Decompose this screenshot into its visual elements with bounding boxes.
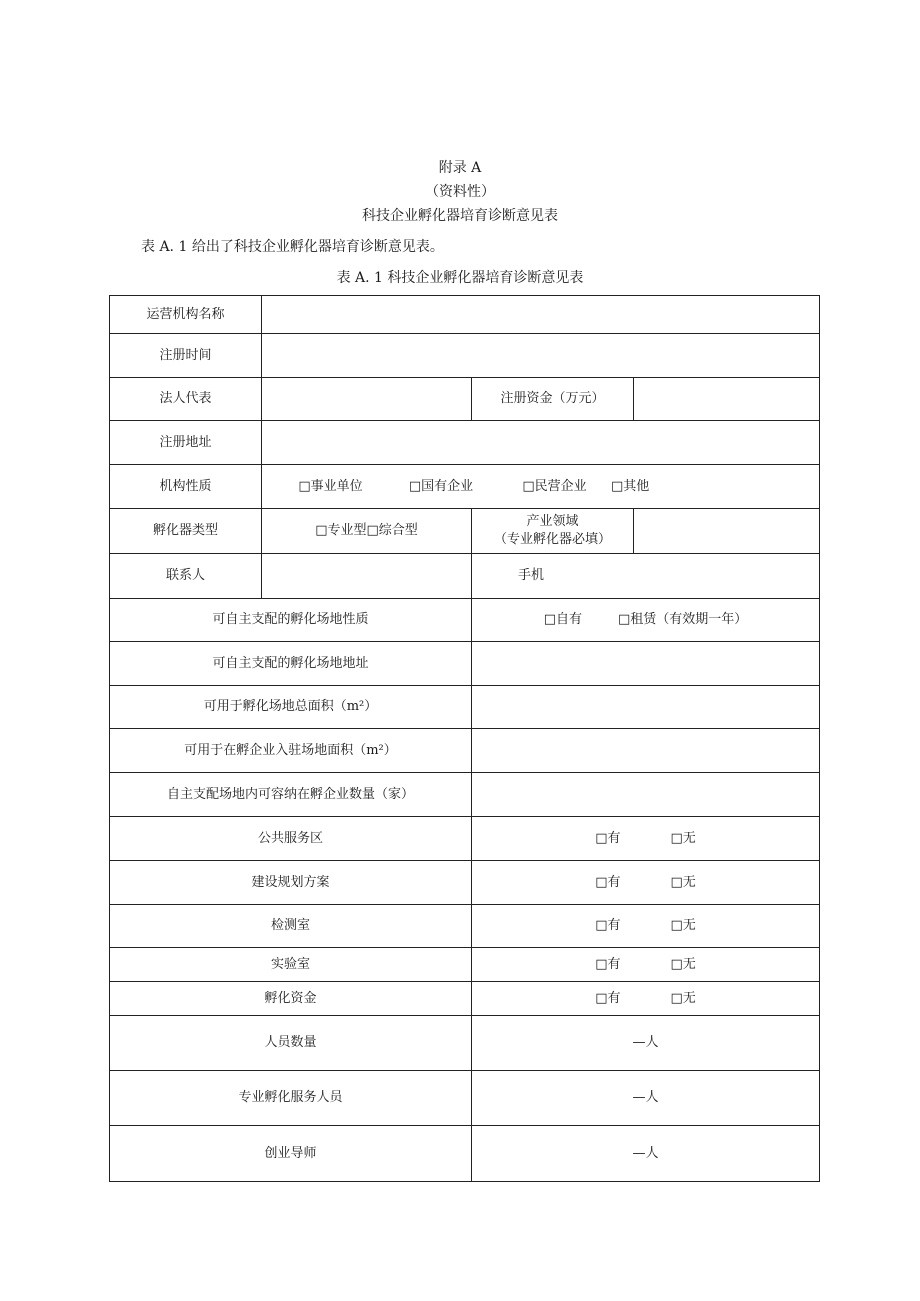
appendix-label: 附录 A [438, 160, 482, 176]
table-row [110, 1016, 819, 1071]
checkbox-yes[interactable]: □有 [595, 874, 621, 890]
checkbox-yes[interactable]: □有 [595, 990, 621, 1006]
total-area-field[interactable] [471, 686, 819, 728]
checkbox-yes[interactable]: □有 [595, 918, 621, 933]
lab-label: 实验室 [270, 956, 310, 972]
table-row [110, 773, 819, 817]
page-title: 科技企业孵化器培育诊断意见表 [362, 208, 558, 224]
pro-staff-label: 专业孵化服务人员 [238, 1090, 343, 1105]
table-row [110, 599, 819, 642]
capacity-field[interactable] [471, 773, 819, 816]
construction-plan-label: 建设规划方案 [251, 874, 330, 890]
incubator-type-label: 孵化器类型 [152, 523, 218, 538]
incubator-type-options[interactable]: □专业型□综合型 [261, 509, 471, 553]
org-nature-label: 机构性质 [159, 478, 212, 494]
table-row [110, 642, 819, 686]
checkbox-public-institution[interactable]: □事业单位 [298, 478, 363, 494]
checkbox-yes[interactable]: □有 [595, 956, 621, 972]
reg-time-label: 注册时间 [159, 347, 212, 363]
table-row [110, 1071, 819, 1126]
table-row [110, 509, 819, 554]
contact-field[interactable] [261, 554, 471, 598]
checkbox-leased[interactable]: □租赁（有效期一年） [618, 612, 748, 627]
checkbox-state-owned[interactable]: □国有企业 [408, 478, 474, 494]
reg-address-label: 注册地址 [159, 434, 212, 450]
resident-area-label: 可用于在孵企业入驻场地面积（m²） [184, 742, 397, 758]
table-row [110, 296, 819, 334]
reg-capital-field[interactable] [633, 378, 819, 420]
site-nature-label: 可自主支配的孵化场地性质 [212, 612, 369, 627]
table-row [110, 334, 819, 378]
checkbox-no[interactable]: □无 [670, 990, 696, 1006]
staff-count-label: 人员数量 [264, 1035, 317, 1050]
checkbox-other[interactable]: □其他 [611, 478, 650, 494]
construction-plan-options [471, 861, 819, 904]
operator-name-field[interactable] [261, 296, 819, 333]
table-row [110, 982, 819, 1016]
table-caption: 表 A. 1 科技企业孵化器培育诊断意见表 [336, 270, 584, 286]
legal-rep-label: 法人代表 [159, 391, 212, 406]
industry-field-label: 产业领域 [526, 514, 579, 529]
public-service-options [471, 817, 819, 860]
table-row [110, 905, 819, 948]
table-row [110, 554, 819, 599]
checkbox-owned[interactable]: □自有 [543, 612, 582, 627]
operator-name-label: 运营机构名称 [146, 306, 225, 322]
appendix-nature: （资料性） [425, 184, 495, 200]
capacity-label: 自主支配场地内可容纳在孵企业数量（家） [166, 786, 414, 802]
intro-text: 表 A. 1 给出了科技企业孵化器培育诊断意见表。 [141, 239, 444, 255]
total-area-label: 可用于孵化场地总面积（m²） [203, 699, 378, 714]
test-room-options [471, 905, 819, 947]
pro-staff-field[interactable]: —人 [471, 1071, 819, 1125]
mentors-label: 创业导师 [264, 1145, 317, 1161]
mobile-label: 手机 [518, 568, 545, 583]
table-row [110, 1126, 819, 1181]
legal-rep-field[interactable] [261, 378, 471, 420]
lab-options [471, 948, 819, 981]
table-row [110, 421, 819, 465]
public-service-label: 公共服务区 [257, 830, 323, 846]
site-nature-options [471, 599, 819, 641]
table-row [110, 948, 819, 982]
table-row [110, 378, 819, 421]
contact-label: 联系人 [165, 568, 205, 583]
funds-label: 孵化资金 [264, 990, 317, 1006]
table-row [110, 686, 819, 729]
staff-count-field[interactable]: —人 [471, 1016, 819, 1070]
table-row [110, 465, 819, 509]
funds-options [471, 982, 819, 1015]
site-address-label: 可自主支配的孵化场地地址 [212, 655, 369, 671]
checkbox-no[interactable]: □无 [670, 874, 696, 890]
table-row [110, 817, 819, 861]
test-room-label: 检测室 [270, 918, 310, 933]
site-address-field[interactable] [471, 642, 819, 685]
resident-area-field[interactable] [471, 729, 819, 772]
industry-field-label-cell [471, 509, 633, 553]
reg-time-field[interactable] [261, 334, 819, 377]
mentors-field[interactable]: —人 [471, 1126, 819, 1181]
industry-field-note: （专业孵化器必填） [493, 532, 611, 547]
mobile-field[interactable] [471, 554, 819, 598]
org-nature-options [261, 465, 819, 508]
table-row [110, 729, 819, 773]
industry-field-field[interactable] [633, 509, 819, 553]
checkbox-no[interactable]: □无 [670, 918, 696, 933]
reg-address-field[interactable] [261, 421, 819, 464]
checkbox-private[interactable]: □民营企业 [522, 478, 587, 494]
checkbox-no[interactable]: □无 [670, 830, 696, 846]
reg-capital-label: 注册资金（万元） [471, 378, 633, 420]
checkbox-no[interactable]: □无 [670, 956, 696, 972]
diagnosis-table [109, 295, 820, 1182]
table-row [110, 861, 819, 905]
checkbox-yes[interactable]: □有 [595, 830, 621, 846]
